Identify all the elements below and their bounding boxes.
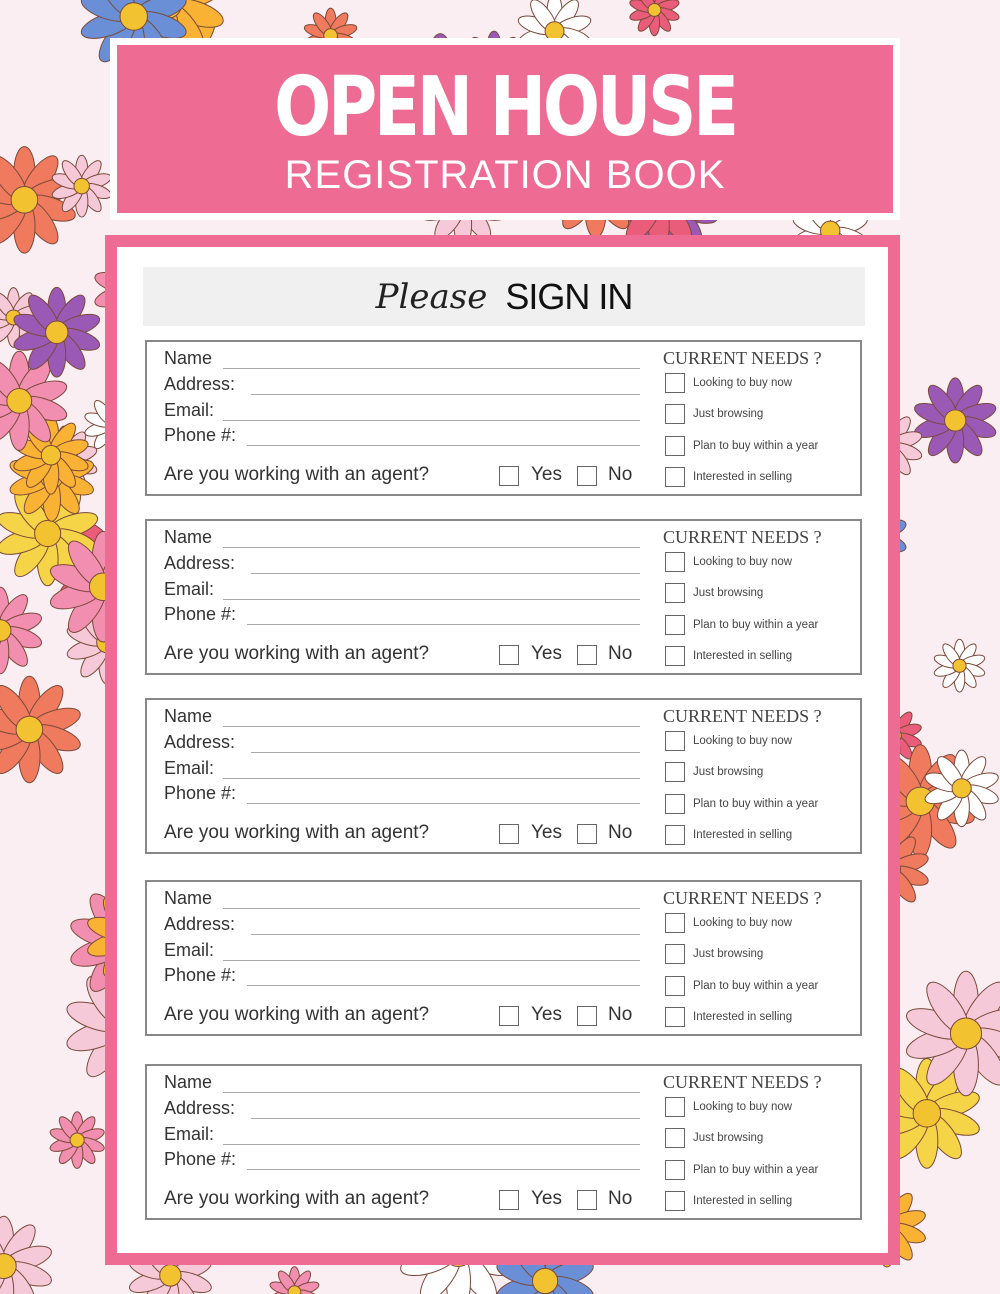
phone-field[interactable]	[247, 803, 640, 804]
need-checkbox[interactable]	[665, 1097, 685, 1117]
need-option-label: Looking to buy now	[693, 735, 793, 747]
phone-field[interactable]	[247, 1169, 640, 1170]
need-checkbox[interactable]	[665, 794, 685, 814]
name-field[interactable]	[223, 1092, 640, 1093]
sign-in-title: SIGN IN	[505, 275, 633, 317]
agent-question: Are you working with an agent?	[164, 643, 430, 664]
please-script: Please	[375, 276, 488, 317]
phone-field[interactable]	[247, 445, 640, 446]
current-needs-heading: CURRENT NEEDS ?	[663, 527, 822, 547]
no-label: No	[608, 822, 633, 843]
need-option-label: Just browsing	[693, 766, 764, 778]
name-field[interactable]	[223, 547, 640, 548]
name-label: Name	[164, 888, 213, 908]
title-banner	[110, 38, 900, 220]
need-checkbox[interactable]	[665, 762, 685, 782]
address-field[interactable]	[251, 1118, 640, 1119]
need-option-label: Plan to buy within a year	[693, 440, 819, 452]
need-option-label: Looking to buy now	[693, 917, 793, 929]
agent-yes-checkbox[interactable]	[499, 645, 519, 665]
flower-icon	[912, 378, 998, 463]
address-field[interactable]	[251, 934, 640, 935]
yes-label: Yes	[531, 464, 562, 485]
flower-icon	[628, 0, 680, 36]
address-label: Address:	[164, 374, 236, 394]
flower-icon	[0, 587, 44, 674]
current-needs-heading: CURRENT NEEDS ?	[663, 348, 822, 368]
agent-question: Are you working with an agent?	[164, 1188, 430, 1209]
need-checkbox[interactable]	[665, 583, 685, 603]
agent-yes-checkbox[interactable]	[499, 1190, 519, 1210]
need-checkbox[interactable]	[665, 913, 685, 933]
need-checkbox[interactable]	[665, 436, 685, 456]
need-option-label: Just browsing	[693, 587, 764, 599]
agent-no-checkbox[interactable]	[577, 1006, 597, 1026]
email-label: Email:	[164, 758, 215, 778]
book-subtitle: REGISTRATION BOOK	[284, 153, 726, 197]
current-needs-heading: CURRENT NEEDS ?	[663, 706, 822, 726]
flower-icon	[0, 1216, 54, 1294]
need-option-label: Looking to buy now	[693, 556, 793, 568]
phone-label: Phone #:	[164, 604, 237, 624]
address-label: Address:	[164, 1098, 236, 1118]
need-checkbox[interactable]	[665, 1160, 685, 1180]
need-option-label: Interested in selling	[693, 1011, 793, 1023]
need-option-label: Plan to buy within a year	[693, 1164, 819, 1176]
agent-no-checkbox[interactable]	[577, 645, 597, 665]
name-field[interactable]	[223, 908, 640, 909]
need-option-label: Plan to buy within a year	[693, 619, 819, 631]
address-field[interactable]	[251, 394, 640, 395]
need-checkbox[interactable]	[665, 731, 685, 751]
need-checkbox[interactable]	[665, 825, 685, 845]
no-label: No	[608, 1004, 633, 1025]
need-checkbox[interactable]	[665, 552, 685, 572]
flower-icon	[933, 639, 986, 692]
current-needs-heading: CURRENT NEEDS ?	[663, 888, 822, 908]
agent-no-checkbox[interactable]	[577, 824, 597, 844]
email-field[interactable]	[223, 420, 640, 421]
need-option-label: Just browsing	[693, 948, 764, 960]
need-option-label: Plan to buy within a year	[693, 798, 819, 810]
book-title: OPEN HOUSE	[274, 60, 736, 155]
email-label: Email:	[164, 400, 215, 420]
flower-icon	[48, 1112, 105, 1169]
address-label: Address:	[164, 914, 236, 934]
agent-no-checkbox[interactable]	[577, 1190, 597, 1210]
phone-field[interactable]	[247, 985, 640, 986]
need-checkbox[interactable]	[665, 615, 685, 635]
need-option-label: Interested in selling	[693, 650, 793, 662]
need-checkbox[interactable]	[665, 373, 685, 393]
need-checkbox[interactable]	[665, 467, 685, 487]
phone-label: Phone #:	[164, 1149, 237, 1169]
registration-entry	[145, 340, 862, 496]
need-option-label: Looking to buy now	[693, 377, 793, 389]
email-field[interactable]	[223, 1144, 640, 1145]
email-label: Email:	[164, 1124, 215, 1144]
need-option-label: Plan to buy within a year	[693, 980, 819, 992]
phone-label: Phone #:	[164, 783, 237, 803]
need-checkbox[interactable]	[665, 1007, 685, 1027]
address-field[interactable]	[251, 752, 640, 753]
registration-entry	[145, 880, 862, 1036]
need-option-label: Interested in selling	[693, 829, 793, 841]
agent-question: Are you working with an agent?	[164, 464, 430, 485]
sign-in-header	[143, 267, 865, 326]
address-label: Address:	[164, 732, 236, 752]
email-field[interactable]	[223, 778, 640, 779]
phone-label: Phone #:	[164, 965, 237, 985]
need-option-label: Just browsing	[693, 408, 764, 420]
need-checkbox[interactable]	[665, 646, 685, 666]
agent-yes-checkbox[interactable]	[499, 1006, 519, 1026]
name-field[interactable]	[223, 726, 640, 727]
flower-icon	[269, 1267, 321, 1294]
name-label: Name	[164, 348, 213, 368]
name-field[interactable]	[223, 368, 640, 369]
agent-no-checkbox[interactable]	[577, 466, 597, 486]
need-checkbox[interactable]	[665, 1191, 685, 1211]
email-label: Email:	[164, 940, 215, 960]
no-label: No	[608, 643, 633, 664]
yes-label: Yes	[531, 1004, 562, 1025]
need-option-label: Looking to buy now	[693, 1101, 793, 1113]
agent-yes-checkbox[interactable]	[499, 824, 519, 844]
need-option-label: Interested in selling	[693, 471, 793, 483]
agent-yes-checkbox[interactable]	[499, 466, 519, 486]
yes-label: Yes	[531, 643, 562, 664]
phone-field[interactable]	[247, 624, 640, 625]
need-checkbox[interactable]	[665, 404, 685, 424]
flower-icon	[0, 676, 83, 782]
need-checkbox[interactable]	[665, 976, 685, 996]
need-checkbox[interactable]	[665, 1128, 685, 1148]
address-field[interactable]	[251, 573, 640, 574]
agent-question: Are you working with an agent?	[164, 822, 430, 843]
phone-label: Phone #:	[164, 425, 237, 445]
address-label: Address:	[164, 553, 236, 573]
need-option-label: Interested in selling	[693, 1195, 793, 1207]
need-option-label: Just browsing	[693, 1132, 764, 1144]
no-label: No	[608, 1188, 633, 1209]
no-label: No	[608, 464, 633, 485]
current-needs-heading: CURRENT NEEDS ?	[663, 1072, 822, 1092]
yes-label: Yes	[531, 822, 562, 843]
registration-entry	[145, 519, 862, 675]
agent-question: Are you working with an agent?	[164, 1004, 430, 1025]
name-label: Name	[164, 1072, 213, 1092]
registration-entry	[145, 698, 862, 854]
email-field[interactable]	[223, 960, 640, 961]
name-label: Name	[164, 706, 213, 726]
yes-label: Yes	[531, 1188, 562, 1209]
registration-entry	[145, 1064, 862, 1220]
name-label: Name	[164, 527, 213, 547]
sign-in-page	[105, 235, 900, 1265]
email-field[interactable]	[223, 599, 640, 600]
email-label: Email:	[164, 579, 215, 599]
need-checkbox[interactable]	[665, 944, 685, 964]
